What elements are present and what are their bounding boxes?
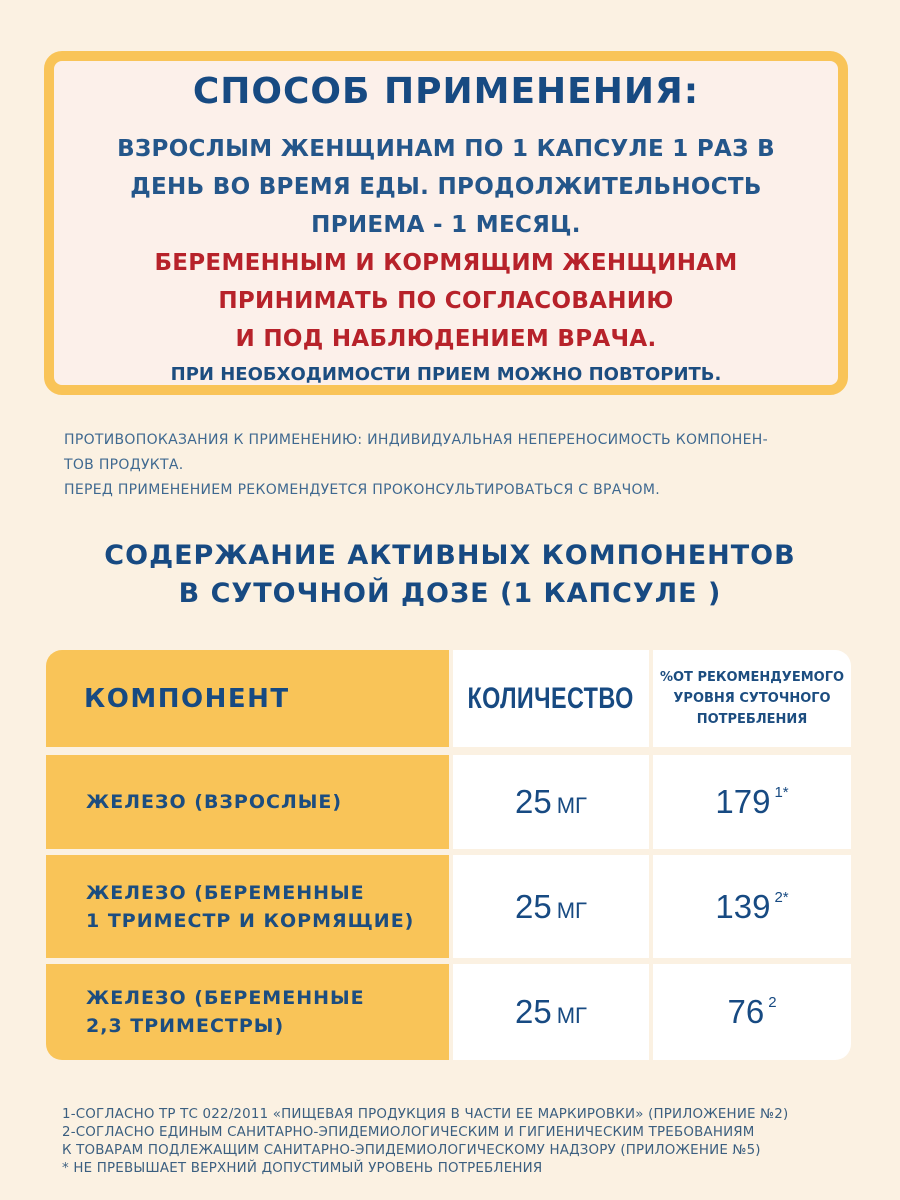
table-row-percent	[653, 855, 851, 958]
table-title-line: СОДЕРЖАНИЕ АКТИВНЫХ КОМПОНЕНТОВ	[104, 540, 796, 571]
header-percent-line: %ОТ РЕКОМЕНДУЕМОГО	[659, 670, 845, 685]
footnote-line: К ТОВАРАМ ПОДЛЕЖАЩИМ САНИТАРНО-ЭПИДЕМИОЛОГИЧЕСКОМУ НАДЗОРУ (ПРИЛОЖЕНИЕ №5)	[62, 1143, 761, 1158]
table-row-percent	[653, 964, 851, 1060]
usage-title: СПОСОБ ПРИМЕНЕНИЯ:	[192, 71, 700, 112]
contraindications-line: ТОВ ПРОДУКТА.	[64, 457, 184, 473]
table-row-component	[46, 755, 449, 849]
header-component	[46, 650, 449, 747]
table-row-component	[46, 855, 449, 958]
header-quantity	[453, 650, 649, 747]
quantity-value: 25	[515, 783, 552, 820]
percent-value: 76	[727, 993, 765, 1030]
contraindications-line: ПРОТИВОПОКАЗАНИЯ К ПРИМЕНЕНИЮ: ИНДИВИДУАЛЬНАЯ НЕПЕРЕНОСИМОСТЬ КОМПОНЕН-	[64, 432, 768, 448]
quantity-value: 25	[515, 993, 552, 1030]
contraindications	[64, 428, 844, 503]
footnote-ref: 2	[768, 994, 777, 1011]
usage-line: ПРИЕМА - 1 МЕСЯЦ.	[311, 212, 581, 238]
header-quantity-label: КОЛИЧЕСТВО	[467, 681, 635, 715]
footnotes	[62, 1106, 852, 1178]
usage-line: ДЕНЬ ВО ВРЕМЯ ЕДЫ. ПРОДОЛЖИТЕЛЬНОСТЬ	[130, 174, 762, 200]
table-row-quantity	[453, 755, 649, 849]
usage-instructions	[54, 130, 838, 358]
footnote-ref: 2*	[774, 888, 789, 906]
footnote-line: * НЕ ПРЕВЫШАЕТ ВЕРХНИЙ ДОПУСТИМЫЙ УРОВЕНЬ ПОТРЕБЛЕНИЯ	[62, 1161, 543, 1176]
component-name-line: ЖЕЛЕЗО (БЕРЕМЕННЫЕ	[86, 881, 365, 904]
header-percent-line: ПОТРЕБЛЕНИЯ	[696, 712, 808, 727]
table-row-component	[46, 964, 449, 1060]
table-row-quantity	[453, 964, 649, 1060]
header-component-label: КОМПОНЕНТ	[84, 683, 290, 714]
component-name-line: ЖЕЛЕЗО (БЕРЕМЕННЫЕ	[86, 987, 365, 1009]
table-row-percent	[653, 755, 851, 849]
pregnancy-warning-line: ПРИНИМАТЬ ПО СОГЛАСОВАНИЮ	[218, 288, 674, 314]
quantity-value: 25	[515, 887, 552, 925]
footnote-line: 1-СОГЛАСНО ТР ТС 022/2011 «ПИЩЕВАЯ ПРОДУКЦИЯ В ЧАСТИ ЕЕ МАРКИРОВКИ» (ПРИЛОЖЕНИЕ №2)	[62, 1107, 789, 1122]
table-row-quantity	[453, 855, 649, 958]
component-name-line: 2,3 ТРИМЕСТРЫ)	[86, 1015, 285, 1037]
quantity-unit: МГ	[556, 793, 587, 818]
pregnancy-warning-line: И ПОД НАБЛЮДЕНИЕМ ВРАЧА.	[235, 326, 657, 352]
quantity-unit: МГ	[556, 897, 587, 923]
usage-line: ВЗРОСЛЫМ ЖЕНЩИНАМ ПО 1 КАПСУЛЕ 1 РАЗ В	[117, 136, 775, 162]
header-percent-line: УРОВНЯ СУТОЧНОГО	[673, 691, 831, 706]
pregnancy-warning-line: БЕРЕМЕННЫМ И КОРМЯЩИМ ЖЕНЩИНАМ	[154, 250, 738, 276]
quantity-unit: МГ	[556, 1003, 587, 1028]
header-percent	[653, 650, 851, 747]
footnote-ref: 1*	[774, 784, 789, 801]
table-title	[0, 537, 900, 613]
repeat-note: ПРИ НЕОБХОДИМОСТИ ПРИЕМ МОЖНО ПОВТОРИТЬ.	[170, 364, 722, 385]
table-title-line: В СУТОЧНОЙ ДОЗЕ (1 КАПСУЛЕ )	[178, 578, 722, 609]
component-name-line: ЖЕЛЕЗО (ВЗРОСЛЫЕ)	[86, 791, 343, 813]
percent-value: 139	[715, 887, 771, 925]
components-table	[46, 650, 851, 1060]
component-name-line: 1 ТРИМЕСТР И КОРМЯЩИЕ)	[86, 909, 415, 932]
percent-value: 179	[715, 783, 771, 820]
footnote-line: 2-СОГЛАСНО ЕДИНЫМ САНИТАРНО-ЭПИДЕМИОЛОГИЧЕСКИМ И ГИГИЕНИЧЕСКИМ ТРЕБОВАНИЯМ	[62, 1125, 755, 1140]
usage-panel	[44, 51, 848, 395]
contraindications-line: ПЕРЕД ПРИМЕНЕНИЕМ РЕКОМЕНДУЕТСЯ ПРОКОНСУЛЬТИРОВАТЬСЯ С ВРАЧОМ.	[64, 482, 660, 498]
